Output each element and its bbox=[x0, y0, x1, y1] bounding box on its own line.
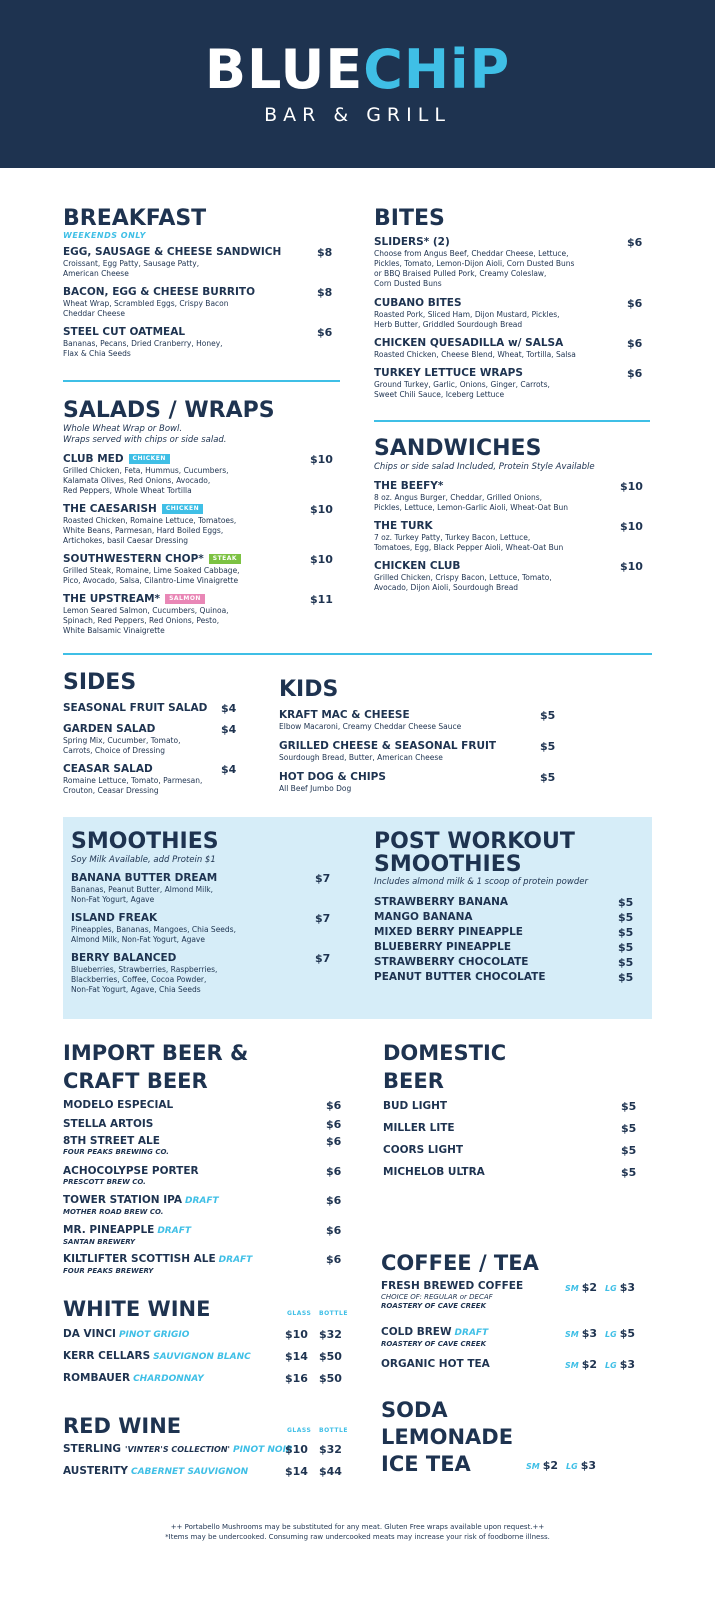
lg-price: $3 bbox=[619, 1358, 636, 1371]
item-desc: 8 oz. Angus Burger, Cheddar, Grilled Onions, Pickles, Lettuce, Lemon-Garlic Aioli, Wheat-Oat Bun bbox=[374, 493, 568, 512]
item-desc: Sourdough Bread, Butter, American Cheese bbox=[279, 753, 443, 762]
item-name: SLIDERS* (2) bbox=[374, 236, 450, 248]
menu-item bbox=[374, 367, 614, 400]
glass-price: $16 bbox=[285, 1372, 308, 1385]
menu-item bbox=[63, 453, 293, 496]
steak-tag: STEAK bbox=[209, 554, 241, 564]
item-name: CEASAR SALAD bbox=[63, 763, 153, 775]
lg-label: LG bbox=[566, 1462, 578, 1471]
item-price: $10 bbox=[310, 453, 333, 466]
menu-item bbox=[374, 560, 614, 593]
item-price: $7 bbox=[315, 872, 331, 885]
item-desc: Grilled Chicken, Crispy Bacon, Lettuce, Tomato, Avocado, Dijon Aioli, Sourdough Bread bbox=[374, 573, 552, 592]
item-desc: Croissant, Egg Patty, Sausage Patty, American Cheese bbox=[63, 259, 200, 278]
menu-item bbox=[374, 297, 614, 330]
wine-name-text: ROMBAUER bbox=[63, 1372, 131, 1384]
item-price: $6 bbox=[326, 1194, 342, 1207]
item-name: CHICKEN CLUB bbox=[374, 560, 461, 572]
item-price: $5 bbox=[618, 971, 634, 984]
brewery: PRESCOTT BREW CO. bbox=[63, 1178, 146, 1186]
item-price: $6 bbox=[326, 1253, 342, 1266]
item-desc: Pineapples, Bananas, Mangoes, Chia Seeds, Almond Milk, Non-Fat Yogurt, Agave bbox=[71, 925, 236, 944]
glass-price: $14 bbox=[285, 1465, 308, 1478]
item-desc: Blueberries, Strawberries, Raspberries, Blackberries, Coffee, Cocoa Powder, Non-Fat Yogurt, Agave, Chia Seeds bbox=[71, 965, 218, 994]
item-name: STEEL CUT OATMEAL bbox=[63, 326, 186, 338]
soda-title: SODA bbox=[381, 1398, 448, 1422]
item-name: MILLER LITE bbox=[383, 1122, 455, 1134]
item-price: $5 bbox=[618, 941, 634, 954]
item-desc: Lemon Seared Salmon, Cucumbers, Quinoa, Spinach, Red Peppers, Red Onions, Pesto, White Balsamic Vinaigrette bbox=[63, 606, 229, 635]
lg-price: $3 bbox=[619, 1281, 636, 1294]
item-desc: Ground Turkey, Garlic, Onions, Ginger, Carrots, Sweet Chili Sauce, Iceberg Lettuce bbox=[374, 380, 550, 399]
breakfast-title: BREAKFAST bbox=[63, 206, 207, 231]
item-price: $8 bbox=[317, 286, 333, 299]
logo-accent: CHiP bbox=[363, 38, 511, 101]
item-price: $4 bbox=[221, 702, 237, 715]
brewery: SANTAN BREWERY bbox=[63, 1238, 136, 1246]
item-desc: Elbow Macaroni, Creamy Cheddar Cheese Sauce bbox=[279, 722, 462, 731]
tagline: BAR & GRILL bbox=[264, 104, 451, 126]
item-name-text: CLUB MED bbox=[63, 453, 124, 465]
wine-name-text: AUSTERITY bbox=[63, 1465, 128, 1477]
item-desc: Roasted Pork, Sliced Ham, Dijon Mustard, Pickles, Herb Butter, Griddled Sourdough Bread bbox=[374, 310, 560, 329]
item-name: BACON, EGG & CHEESE BURRITO bbox=[63, 286, 255, 298]
lg-label: LG bbox=[605, 1361, 617, 1370]
item-price: $6 bbox=[326, 1165, 342, 1178]
bottle-column-header: BOTTLE bbox=[319, 1310, 348, 1317]
menu-item bbox=[63, 246, 293, 279]
item-desc: Bananas, Pecans, Dried Cranberry, Honey, Flax & Chia Seeds bbox=[63, 339, 223, 358]
item-desc: All Beef Jumbo Dog bbox=[279, 784, 352, 793]
item-name: GRILLED CHEESE & SEASONAL FRUIT bbox=[279, 740, 497, 752]
menu-item bbox=[71, 912, 301, 945]
sm-label: SM bbox=[526, 1462, 540, 1471]
smoothies-title: SMOOTHIES bbox=[71, 829, 219, 854]
item-name: ACHOCOLYPSE PORTER bbox=[63, 1165, 199, 1177]
menu-item bbox=[381, 1280, 551, 1311]
item-price: $5 bbox=[540, 740, 556, 753]
size-prices bbox=[565, 1327, 635, 1341]
roastery: ROASTERY OF CAVE CREEK bbox=[381, 1302, 487, 1310]
salmon-tag: SALMON bbox=[165, 594, 205, 604]
menu-item bbox=[71, 872, 301, 905]
logo-main: BLUE bbox=[204, 38, 364, 101]
wine-name bbox=[63, 1328, 189, 1342]
draft-label: DRAFT bbox=[454, 1328, 489, 1338]
item-name: COORS LIGHT bbox=[383, 1144, 464, 1156]
smoothies-note: Soy Milk Available, add Protein $1 bbox=[71, 855, 216, 865]
item-price: $6 bbox=[326, 1099, 342, 1112]
ice-tea-title: ICE TEA bbox=[381, 1452, 471, 1476]
sides-title: SIDES bbox=[63, 670, 137, 695]
item-name: EGG, SAUSAGE & CHEESE SANDWICH bbox=[63, 246, 282, 258]
item-name-text: THE CAESARISH bbox=[63, 503, 157, 515]
wine-variety: CHARDONNAY bbox=[133, 1374, 204, 1384]
item-price: $8 bbox=[317, 246, 333, 259]
item-name: BANANA BUTTER DREAM bbox=[71, 872, 218, 884]
item-name bbox=[63, 453, 293, 466]
wine-variety: SAUVIGNON BLANC bbox=[153, 1352, 251, 1362]
menu-item bbox=[63, 1194, 313, 1217]
item-price: $4 bbox=[221, 763, 237, 776]
divider bbox=[63, 380, 340, 382]
wine-variety: PINOT NOIR bbox=[232, 1445, 293, 1455]
menu-item bbox=[63, 1224, 313, 1247]
chicken-tag: CHICKEN bbox=[162, 504, 203, 514]
item-price: $6 bbox=[627, 236, 643, 249]
item-price: $7 bbox=[315, 912, 331, 925]
menu-item bbox=[279, 709, 519, 732]
sandwiches-note: Chips or side salad Included, Protein Style Available bbox=[374, 462, 595, 472]
menu-item bbox=[63, 593, 293, 636]
lg-label: LG bbox=[605, 1284, 617, 1293]
bottle-price: $50 bbox=[319, 1350, 342, 1363]
item-price: $6 bbox=[627, 297, 643, 310]
item-price: $6 bbox=[326, 1135, 342, 1148]
sm-price: $2 bbox=[581, 1281, 598, 1294]
item-price: $10 bbox=[620, 520, 643, 533]
bottle-price: $44 bbox=[319, 1465, 342, 1478]
post-workout-note: Includes almond milk & 1 scoop of protein powder bbox=[374, 877, 588, 887]
item-desc: Grilled Chicken, Feta, Hummus, Cucumbers, Kalamata Olives, Red Onions, Avocado, Red Peppers, Whole Wheat Tortilla bbox=[63, 466, 229, 495]
item-price: $5 bbox=[621, 1100, 637, 1113]
bottle-price: $32 bbox=[319, 1443, 342, 1456]
item-desc: Bananas, Peanut Butter, Almond Milk, Non-Fat Yogurt, Agave bbox=[71, 885, 214, 904]
divider bbox=[374, 420, 650, 422]
brewery: FOUR PEAKS BREWING CO. bbox=[63, 1148, 169, 1156]
glass-column-header: GLASS bbox=[287, 1310, 312, 1317]
kids-title: KIDS bbox=[279, 677, 339, 702]
wine-variety: PINOT GRIGIO bbox=[118, 1330, 190, 1340]
item-price: $6 bbox=[317, 326, 333, 339]
glass-price: $10 bbox=[285, 1443, 308, 1456]
menu-item bbox=[374, 337, 614, 360]
post-workout-title-line2: SMOOTHIES bbox=[374, 852, 522, 877]
draft-label: DRAFT bbox=[157, 1226, 191, 1236]
size-prices bbox=[565, 1281, 635, 1295]
menu-item bbox=[374, 236, 614, 289]
item-name: ORGANIC HOT TEA bbox=[381, 1358, 490, 1370]
footer-note-substitution: ++ Portabello Mushrooms may be substituted for any meat. Gluten Free wraps available upon request.++ bbox=[170, 1523, 545, 1531]
item-price: $5 bbox=[540, 771, 556, 784]
bottle-column-header: BOTTLE bbox=[319, 1427, 348, 1434]
item-name: BUD LIGHT bbox=[383, 1100, 448, 1112]
item-desc: Grilled Steak, Romaine, Lime Soaked Cabbage, Pico, Avocado, Salsa, Cilantro-Lime Vinaigrette bbox=[63, 566, 240, 585]
menu-item bbox=[63, 553, 303, 586]
roastery: ROASTERY OF CAVE CREEK bbox=[381, 1340, 487, 1348]
item-desc: Spring Mix, Cucumber, Tomato, Carrots, Choice of Dressing bbox=[63, 736, 181, 755]
item-name: ISLAND FREAK bbox=[71, 912, 158, 924]
menu-item bbox=[381, 1326, 551, 1349]
item-price: $5 bbox=[621, 1166, 637, 1179]
item-name: STRAWBERRY CHOCOLATE bbox=[374, 956, 529, 968]
sm-price: $2 bbox=[542, 1459, 559, 1472]
item-name: TURKEY LETTUCE WRAPS bbox=[374, 367, 523, 379]
item-name: THE BEEFY* bbox=[374, 480, 444, 492]
wine-collection: 'VINTER'S COLLECTION' bbox=[125, 1445, 230, 1454]
item-name: BLUEBERRY PINEAPPLE bbox=[374, 941, 511, 953]
item-price: $10 bbox=[620, 560, 643, 573]
item-name: 8TH STREET ALE bbox=[63, 1135, 160, 1147]
item-desc: Choose from Angus Beef, Cheddar Cheese, Lettuce, Pickles, Tomato, Lemon-Dijon Aioli, Corn Dusted Buns or BBQ Braised Pulled Pork, Creamy Coleslaw, Corn Dusted Buns bbox=[374, 249, 575, 288]
item-name: MANGO BANANA bbox=[374, 911, 473, 923]
header-banner bbox=[0, 0, 715, 168]
item-name: BERRY BALANCED bbox=[71, 952, 177, 964]
salads-title: SALADS / WRAPS bbox=[63, 398, 275, 423]
item-name bbox=[63, 553, 303, 566]
size-prices bbox=[565, 1358, 635, 1372]
sm-label: SM bbox=[565, 1330, 579, 1339]
item-price: $10 bbox=[620, 480, 643, 493]
item-name-text: COLD BREW bbox=[381, 1326, 452, 1338]
wine-name bbox=[63, 1350, 251, 1364]
draft-label: DRAFT bbox=[218, 1255, 253, 1265]
sm-price: $3 bbox=[581, 1327, 598, 1340]
menu-item bbox=[279, 771, 519, 794]
item-price: $6 bbox=[627, 367, 643, 380]
item-name-text: THE UPSTREAM* bbox=[63, 593, 161, 605]
red-wine-title: RED WINE bbox=[63, 1414, 182, 1438]
bottle-price: $50 bbox=[319, 1372, 342, 1385]
wine-name-text: DA VINCI bbox=[63, 1328, 116, 1340]
item-price: $4 bbox=[221, 723, 237, 736]
menu-item bbox=[374, 520, 614, 553]
glass-price: $14 bbox=[285, 1350, 308, 1363]
wine-name bbox=[63, 1443, 293, 1457]
item-price: $5 bbox=[618, 896, 634, 909]
item-desc: Roasted Chicken, Cheese Blend, Wheat, Tortilla, Salsa bbox=[374, 350, 576, 359]
glass-column-header: GLASS bbox=[287, 1427, 312, 1434]
menu-item bbox=[63, 286, 293, 319]
sm-label: SM bbox=[565, 1361, 579, 1370]
menu-item bbox=[63, 326, 293, 359]
salads-note: Whole Wheat Wrap or Bowl. Wraps served with chips or side salad. bbox=[63, 424, 227, 445]
wine-variety: CABERNET SAUVIGNON bbox=[130, 1467, 249, 1477]
menu-item bbox=[279, 740, 519, 763]
sandwiches-title: SANDWICHES bbox=[374, 436, 542, 461]
glass-price: $10 bbox=[285, 1328, 308, 1341]
item-name-text: SOUTHWESTERN CHOP* bbox=[63, 553, 204, 565]
wine-name-text: KERR CELLARS bbox=[63, 1350, 151, 1362]
lg-price: $5 bbox=[619, 1327, 636, 1340]
item-name: CHICKEN QUESADILLA w/ SALSA bbox=[374, 337, 564, 349]
item-name: KRAFT MAC & CHEESE bbox=[279, 709, 410, 721]
item-name: GARDEN SALAD bbox=[63, 723, 156, 735]
breakfast-subtitle: WEEKENDS ONLY bbox=[63, 231, 146, 240]
item-sub: CHOICE OF: REGULAR or DECAF bbox=[381, 1293, 493, 1301]
item-price: $11 bbox=[310, 593, 333, 606]
item-name: THE TURK bbox=[374, 520, 433, 532]
item-price: $5 bbox=[618, 926, 634, 939]
item-name: MICHELOB ULTRA bbox=[383, 1166, 485, 1178]
menu-item bbox=[63, 1165, 313, 1187]
item-price: $5 bbox=[621, 1144, 637, 1157]
item-name-text: KILTLIFTER SCOTTISH ALE bbox=[63, 1253, 216, 1265]
size-prices bbox=[526, 1459, 596, 1473]
item-name bbox=[63, 503, 293, 516]
brewery: MOTHER ROAD BREW CO. bbox=[63, 1208, 164, 1216]
import-beer-title-line2: CRAFT BEER bbox=[63, 1069, 208, 1093]
menu-item bbox=[63, 1253, 323, 1276]
lg-price: $3 bbox=[580, 1459, 597, 1472]
domestic-beer-title-line2: BEER bbox=[383, 1069, 444, 1093]
logo bbox=[0, 40, 715, 100]
item-price: $5 bbox=[618, 956, 634, 969]
item-price: $10 bbox=[310, 503, 333, 516]
item-price: $5 bbox=[540, 709, 556, 722]
item-desc: 7 oz. Turkey Patty, Turkey Bacon, Lettuce, Tomatoes, Egg, Black Pepper Aioli, Wheat-Oat Bun bbox=[374, 533, 564, 552]
chicken-tag: CHICKEN bbox=[129, 454, 170, 464]
item-price: $6 bbox=[326, 1118, 342, 1131]
item-name: HOT DOG & CHIPS bbox=[279, 771, 386, 783]
draft-label: DRAFT bbox=[185, 1196, 219, 1206]
divider bbox=[63, 653, 652, 655]
menu-item bbox=[63, 1135, 313, 1157]
bites-title: BITES bbox=[374, 206, 445, 231]
lemonade-title: LEMONADE bbox=[381, 1425, 514, 1449]
footer-note-undercooked: *Items may be undercooked. Consuming raw undercooked meats may increase your risk of foodborne illness. bbox=[165, 1533, 550, 1541]
domestic-beer-title-line1: DOMESTIC bbox=[383, 1041, 507, 1065]
coffee-tea-title: COFFEE / TEA bbox=[381, 1251, 539, 1275]
menu-item bbox=[71, 952, 301, 995]
item-name: FRESH BREWED COFFEE bbox=[381, 1280, 524, 1292]
import-beer-title-line1: IMPORT BEER & bbox=[63, 1041, 249, 1065]
item-name bbox=[63, 1224, 313, 1238]
item-price: $6 bbox=[627, 337, 643, 350]
item-price: $5 bbox=[621, 1122, 637, 1135]
lg-label: LG bbox=[605, 1330, 617, 1339]
item-name: MIXED BERRY PINEAPPLE bbox=[374, 926, 523, 938]
item-name bbox=[381, 1326, 551, 1340]
item-name bbox=[63, 1194, 313, 1208]
item-price: $10 bbox=[310, 553, 333, 566]
item-name: STELLA ARTOIS bbox=[63, 1118, 154, 1130]
item-name: SEASONAL FRUIT SALAD bbox=[63, 702, 208, 714]
item-desc: Roasted Chicken, Romaine Lettuce, Tomatoes, White Beans, Parmesan, Hard Boiled Eggs, Artichokes, basil Caesar Dressing bbox=[63, 516, 237, 545]
sm-label: SM bbox=[565, 1284, 579, 1293]
bottle-price: $32 bbox=[319, 1328, 342, 1341]
item-desc: Romaine Lettuce, Tomato, Parmesan, Crouton, Ceasar Dressing bbox=[63, 776, 203, 795]
item-price: $6 bbox=[326, 1224, 342, 1237]
white-wine-title: WHITE WINE bbox=[63, 1297, 211, 1321]
brewery: FOUR PEAKS BREWERY bbox=[63, 1267, 154, 1275]
sm-price: $2 bbox=[581, 1358, 598, 1371]
item-name-text: TOWER STATION IPA bbox=[63, 1194, 183, 1206]
item-desc: Wheat Wrap, Scrambled Eggs, Crispy Bacon Cheddar Cheese bbox=[63, 299, 229, 318]
item-name: MODELO ESPECIAL bbox=[63, 1099, 174, 1111]
item-name bbox=[63, 593, 293, 606]
item-name-text: MR. PINEAPPLE bbox=[63, 1224, 155, 1236]
item-name bbox=[63, 1253, 323, 1267]
item-price: $5 bbox=[618, 911, 634, 924]
wine-name bbox=[63, 1372, 204, 1386]
post-workout-title-line1: POST WORKOUT bbox=[374, 829, 575, 854]
menu-item bbox=[374, 480, 614, 513]
item-name: PEANUT BUTTER CHOCOLATE bbox=[374, 971, 546, 983]
item-name: STRAWBERRY BANANA bbox=[374, 896, 509, 908]
item-name: CUBANO BITES bbox=[374, 297, 462, 309]
wine-name-text: STERLING bbox=[63, 1443, 121, 1455]
wine-name bbox=[63, 1465, 248, 1479]
item-price: $7 bbox=[315, 952, 331, 965]
menu-item bbox=[63, 503, 293, 546]
